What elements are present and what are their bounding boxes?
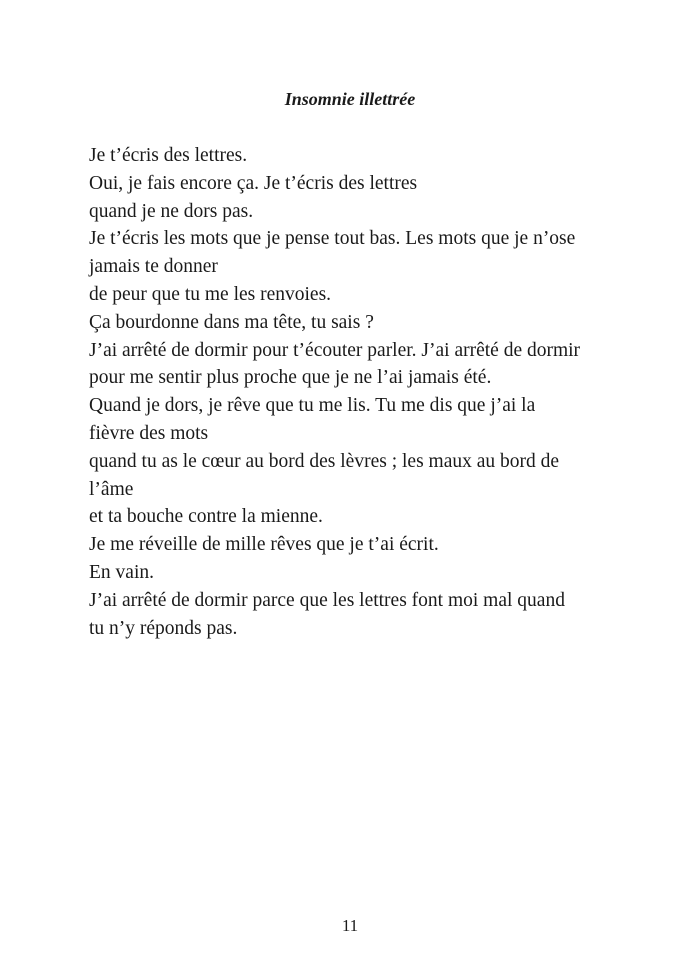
poem-line: jamais te donner: [89, 256, 218, 278]
poem-line: quand je ne dors pas.: [89, 200, 254, 222]
poem-line: Ça bourdonne dans ma tête, tu sais ?: [89, 311, 374, 333]
poem-line: tu n’y réponds pas.: [89, 617, 238, 639]
poem-title: Insomnie illettrée: [284, 89, 416, 109]
poem-line: l’âme: [89, 478, 134, 500]
poem-line: Quand je dors, je rêve que tu me lis. Tu me dis que j’ai la: [89, 395, 536, 417]
poem-line: fièvre des mots: [89, 422, 209, 444]
poem-line: Je t’écris des lettres.: [89, 145, 248, 166]
poem-line: Je me réveille de mille rêves que je t’ai écrit.: [89, 534, 439, 556]
poem-line: et ta bouche contre la mienne.: [89, 506, 323, 528]
poem-line: J’ai arrêté de dormir pour t’écouter parler. J’ai arrêté de dormir: [89, 339, 581, 361]
poem-line: Je t’écris les mots que je pense tout bas. Les mots que je n’ose: [89, 228, 576, 250]
poem-line: Oui, je fais encore ça. Je t’écris des lettres: [89, 172, 418, 194]
poem-line: J’ai arrêté de dormir parce que les lettres font moi mal quand: [89, 589, 565, 611]
poem-line: de peur que tu me les renvoies.: [89, 283, 332, 305]
poem-body: [89, 142, 629, 642]
poem-line: En vain.: [89, 561, 154, 583]
page-number: 11: [341, 916, 359, 935]
poem-line: quand tu as le cœur au bord des lèvres ; les maux au bord de: [89, 450, 560, 472]
poem-line: pour me sentir plus proche que je ne l’ai jamais été.: [89, 367, 492, 389]
